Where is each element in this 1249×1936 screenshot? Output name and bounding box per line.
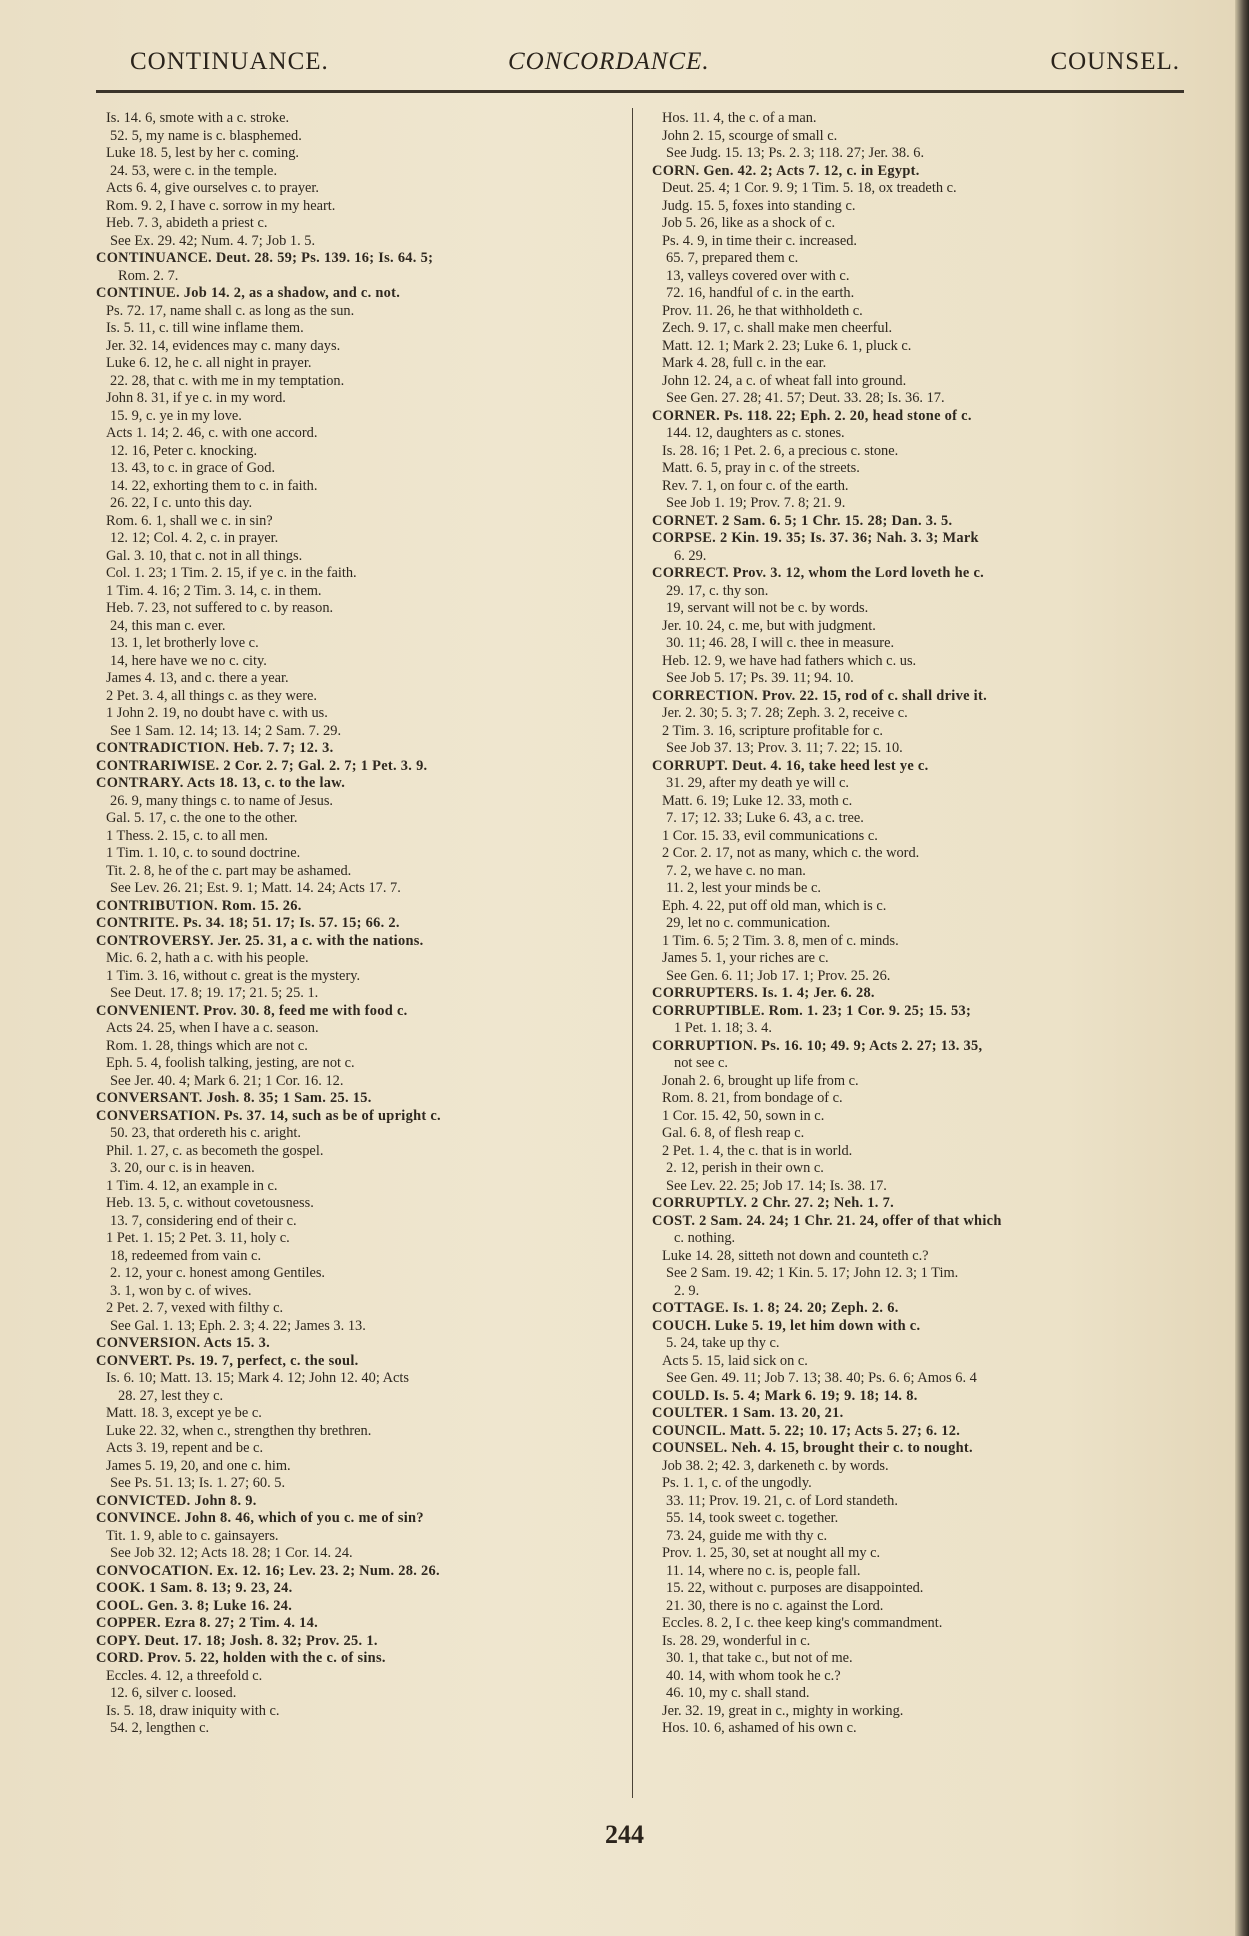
concordance-reference-line: 2 Tim. 3. 16, scripture profitable for c. — [662, 722, 884, 739]
concordance-reference-line: See Jer. 40. 4; Mark 6. 21; 1 Cor. 16. 12. — [110, 1072, 344, 1089]
concordance-reference-line: Matt. 18. 3, except ye be c. — [106, 1405, 262, 1421]
concordance-entry-heading: CORN. Gen. 42. 2; Acts 7. 12, c. in Egypt. — [652, 162, 920, 179]
concordance-reference-line: Rom. 6. 1, shall we c. in sin? — [106, 512, 273, 529]
concordance-reference-line: Heb. 7. 23, not suffered to c. by reason. — [106, 600, 334, 616]
concordance-entry-heading: CORRECT. Prov. 3. 12, whom the Lord loveth he c. — [652, 565, 985, 581]
concordance-reference-line: 3. 20, our c. is in heaven. — [110, 1160, 255, 1176]
concordance-entry-heading: CORRUPTIBLE. Rom. 1. 23; 1 Cor. 9. 25; 15. 53; — [652, 1002, 972, 1019]
concordance-entry-heading: COUNSEL. Neh. 4. 15, brought their c. to nought. — [652, 1440, 973, 1456]
concordance-entry-heading: COOL. Gen. 3. 8; Luke 16. 24. — [96, 1597, 293, 1614]
concordance-entry-heading: CORRECTION. Prov. 22. 15, rod of c. shall drive it. — [652, 687, 987, 704]
concordance-entry-heading: CONTRARY. Acts 18. 13, c. to the law. — [96, 775, 346, 791]
concordance-reference-line: 14. 22, exhorting them to c. in faith. — [110, 477, 318, 494]
concordance-reference-line: Mic. 6. 2, hath a c. with his people. — [106, 950, 309, 966]
concordance-reference-line: Luke 6. 12, he c. all night in prayer. — [106, 355, 312, 371]
concordance-reference-line: See Lev. 22. 25; Job 17. 14; Is. 38. 17. — [666, 1177, 887, 1194]
concordance-reference-line: Prov. 1. 25, 30, set at nought all my c. — [662, 1545, 881, 1561]
concordance-reference-line: Ps. 72. 17, name shall c. as long as the sun. — [106, 302, 355, 319]
concordance-reference-line: Gal. 5. 17, c. the one to the other. — [106, 810, 298, 826]
concordance-reference-line: Gal. 3. 10, that c. not in all things. — [106, 547, 303, 564]
concordance-reference-line: 13, valleys covered over with c. — [666, 267, 850, 284]
concordance-reference-line: 2. 12, perish in their own c. — [666, 1160, 824, 1176]
page-number: 244 — [605, 1820, 644, 1849]
concordance-reference-line: 28. 27, lest they c. — [118, 1387, 224, 1404]
concordance-reference-line: 50. 23, that ordereth his c. aright. — [110, 1125, 302, 1141]
concordance-reference-line: Is. 6. 10; Matt. 13. 15; Mark 4. 12; John 12. 40; Acts — [106, 1370, 409, 1386]
concordance-reference-line: 7. 17; 12. 33; Luke 6. 43, a c. tree. — [666, 810, 864, 826]
concordance-reference-line: 15. 22, without c. purposes are disappointed. — [666, 1580, 924, 1596]
concordance-entry-heading: CONVERSATION. Ps. 37. 14, such as be of upright c. — [96, 1107, 441, 1124]
concordance-reference-line: Rom. 1. 28, things which are not c. — [106, 1037, 308, 1054]
concordance-reference-line: 1 Cor. 15. 33, evil communications c. — [662, 827, 878, 844]
concordance-reference-line: Heb. 7. 3, abideth a priest c. — [106, 215, 268, 231]
concordance-reference-line: 24, this man c. ever. — [110, 617, 226, 634]
concordance-reference-line: John 12. 24, a c. of wheat fall into ground. — [662, 372, 907, 389]
concordance-reference-line: 22. 28, that c. with me in my temptation. — [110, 372, 345, 389]
concordance-reference-line: See Judg. 15. 13; Ps. 2. 3; 118. 27; Jer. 38. 6. — [666, 145, 925, 161]
concordance-entry-heading: CONVINCE. John 8. 46, which of you c. me of sin? — [96, 1510, 424, 1526]
concordance-reference-line: 24. 53, were c. in the temple. — [110, 162, 278, 179]
concordance-reference-line: Jer. 32. 19, great in c., mighty in working. — [662, 1702, 904, 1719]
concordance-entry-heading: CONVICTED. John 8. 9. — [96, 1492, 257, 1509]
concordance-reference-line: Job 5. 26, like as a shock of c. — [662, 215, 836, 231]
concordance-reference-line: 72. 16, handful of c. in the earth. — [666, 285, 855, 301]
concordance-reference-line: not see c. — [674, 1055, 728, 1071]
running-header — [130, 48, 1180, 88]
concordance-reference-line: Col. 1. 23; 1 Tim. 2. 15, if ye c. in the faith. — [106, 565, 357, 581]
concordance-reference-line: Rev. 7. 1, on four c. of the earth. — [662, 477, 849, 494]
concordance-reference-line: Eph. 4. 22, put off old man, which is c. — [662, 897, 887, 914]
concordance-reference-line: Eccles. 4. 12, a threefold c. — [106, 1667, 263, 1684]
concordance-entry-heading: COOK. 1 Sam. 8. 13; 9. 23, 24. — [96, 1580, 293, 1596]
concordance-reference-line: Tit. 1. 9, able to c. gainsayers. — [106, 1527, 279, 1544]
concordance-reference-line: Is. 14. 6, smote with a c. stroke. — [106, 110, 290, 126]
concordance-reference-line: 1 Pet. 1. 15; 2 Pet. 3. 11, holy c. — [106, 1230, 290, 1246]
concordance-reference-line: 1 Pet. 1. 18; 3. 4. — [674, 1020, 772, 1036]
concordance-reference-line: Matt. 12. 1; Mark 2. 23; Luke 6. 1, pluck c. — [662, 337, 912, 354]
header-left-keyword: CONTINUANCE. — [130, 48, 329, 75]
concordance-entry-heading: CONVERSANT. Josh. 8. 35; 1 Sam. 25. 15. — [96, 1090, 372, 1106]
concordance-reference-line: 15. 9, c. ye in my love. — [110, 407, 242, 424]
concordance-reference-line: Deut. 25. 4; 1 Cor. 9. 9; 1 Tim. 5. 18, ox treadeth c. — [662, 180, 957, 196]
concordance-reference-line: Eccles. 8. 2, I c. thee keep king's commandment. — [662, 1615, 943, 1631]
concordance-reference-line: Rom. 2. 7. — [118, 267, 179, 284]
concordance-entry-heading: COULTER. 1 Sam. 13. 20, 21. — [652, 1405, 844, 1421]
concordance-reference-line: See Job 1. 19; Prov. 7. 8; 21. 9. — [666, 495, 846, 511]
concordance-reference-line: Prov. 11. 26, he that withholdeth c. — [662, 302, 863, 319]
concordance-reference-line: 40. 14, with whom took he c.? — [666, 1667, 841, 1684]
concordance-entry-heading: CORPSE. 2 Kin. 19. 35; Is. 37. 36; Nah. 3. 3; Mark — [652, 530, 979, 546]
concordance-reference-line: Rom. 8. 21, from bondage of c. — [662, 1090, 843, 1106]
concordance-reference-line: c. nothing. — [674, 1230, 736, 1246]
column-divider — [632, 108, 633, 1798]
concordance-reference-line: 1 John 2. 19, no doubt have c. with us. — [106, 705, 328, 721]
right-column — [652, 110, 1192, 1738]
concordance-reference-line: 18, redeemed from vain c. — [110, 1247, 262, 1264]
concordance-reference-line: John 8. 31, if ye c. in my word. — [106, 390, 286, 406]
concordance-entry-heading: CORNER. Ps. 118. 22; Eph. 2. 20, head stone of c. — [652, 407, 972, 424]
concordance-entry-heading: CONTRARIWISE. 2 Cor. 2. 7; Gal. 2. 7; 1 Pet. 3. 9. — [96, 757, 428, 774]
concordance-reference-line: Eph. 5. 4, foolish talking, jesting, are not c. — [106, 1055, 355, 1071]
concordance-reference-line: 21. 30, there is no c. against the Lord. — [666, 1597, 884, 1614]
concordance-reference-line: Zech. 9. 17, c. shall make men cheerful. — [662, 320, 893, 336]
concordance-reference-line: 1 Thess. 2. 15, c. to all men. — [106, 827, 269, 844]
concordance-reference-line: 26. 9, many things c. to name of Jesus. — [110, 792, 334, 809]
concordance-reference-line: Mark 4. 28, full c. in the ear. — [662, 355, 827, 371]
concordance-reference-line: Jer. 32. 14, evidences may c. many days. — [106, 337, 341, 354]
header-right-keyword: COUNSEL. — [1050, 48, 1180, 75]
concordance-reference-line: 3. 1, won by c. of wives. — [110, 1282, 252, 1299]
concordance-entry-heading: CORRUPTERS. Is. 1. 4; Jer. 6. 28. — [652, 985, 875, 1001]
concordance-entry-heading: COPPER. Ezra 8. 27; 2 Tim. 4. 14. — [96, 1615, 319, 1631]
concordance-reference-line: Acts 3. 19, repent and be c. — [106, 1440, 264, 1456]
concordance-reference-line: Is. 28. 16; 1 Pet. 2. 6, a precious c. stone. — [662, 442, 899, 459]
concordance-entry-heading: COTTAGE. Is. 1. 8; 24. 20; Zeph. 2. 6. — [652, 1300, 899, 1316]
concordance-reference-line: James 5. 1, your riches are c. — [662, 950, 829, 966]
concordance-reference-line: Is. 28. 29, wonderful in c. — [662, 1632, 811, 1649]
concordance-reference-line: See Gen. 49. 11; Job 7. 13; 38. 40; Ps. 6. 6; Amos 6. 4 — [666, 1370, 977, 1386]
concordance-reference-line: Rom. 9. 2, I have c. sorrow in my heart. — [106, 197, 336, 214]
concordance-reference-line: 29, let no c. communication. — [666, 915, 831, 931]
concordance-entry-heading: CORRUPTION. Ps. 16. 10; 49. 9; Acts 2. 27; 13. 35, — [652, 1037, 983, 1054]
concordance-reference-line: 2 Pet. 1. 4, the c. that is in world. — [662, 1142, 853, 1159]
concordance-reference-line: Acts 24. 25, when I have a c. season. — [106, 1020, 319, 1036]
concordance-reference-line: James 5. 19, 20, and one c. him. — [106, 1457, 291, 1474]
concordance-entry-heading: COUNCIL. Matt. 5. 22; 10. 17; Acts 5. 27; 6. 12. — [652, 1422, 961, 1439]
concordance-reference-line: Heb. 13. 5, c. without covetousness. — [106, 1195, 314, 1211]
book-spine-edge — [1235, 0, 1249, 1936]
concordance-reference-line: 13. 43, to c. in grace of God. — [110, 460, 276, 476]
concordance-reference-line: Ps. 4. 9, in time their c. increased. — [662, 232, 858, 249]
concordance-entry-heading: CONVERT. Ps. 19. 7, perfect, c. the soul. — [96, 1352, 359, 1369]
concordance-reference-line: Judg. 15. 5, foxes into standing c. — [662, 197, 856, 214]
concordance-reference-line: James 4. 13, and c. there a year. — [106, 670, 289, 686]
concordance-reference-line: Luke 18. 5, lest by her c. coming. — [106, 145, 300, 161]
concordance-entry-heading: CORRUPT. Deut. 4. 16, take heed lest ye c. — [652, 757, 929, 774]
concordance-reference-line: See Ps. 51. 13; Is. 1. 27; 60. 5. — [110, 1475, 286, 1491]
concordance-reference-line: 30. 11; 46. 28, I will c. thee in measure. — [666, 635, 895, 651]
concordance-entry-heading: CONTINUANCE. Deut. 28. 59; Ps. 139. 16; Is. 64. 5; — [96, 250, 434, 266]
concordance-reference-line: Matt. 6. 19; Luke 12. 33, moth c. — [662, 792, 853, 809]
concordance-entry-heading: COST. 2 Sam. 24. 24; 1 Chr. 21. 24, offer of that which — [652, 1212, 1002, 1229]
concordance-reference-line: 26. 22, I c. unto this day. — [110, 495, 253, 511]
concordance-reference-line: 2. 12, your c. honest among Gentiles. — [110, 1265, 326, 1281]
concordance-reference-line: 1 Tim. 3. 16, without c. great is the mystery. — [106, 967, 361, 984]
concordance-reference-line: 1 Tim. 4. 16; 2 Tim. 3. 14, c. in them. — [106, 582, 322, 599]
concordance-reference-line: See 2 Sam. 19. 42; 1 Kin. 5. 17; John 12. 3; 1 Tim. — [666, 1265, 959, 1281]
concordance-reference-line: 1 Tim. 1. 10, c. to sound doctrine. — [106, 845, 301, 861]
concordance-entry-heading: CONVERSION. Acts 15. 3. — [96, 1335, 271, 1351]
concordance-entry-heading: CONVOCATION. Ex. 12. 16; Lev. 23. 2; Num. 28. 26. — [96, 1562, 440, 1579]
concordance-reference-line: 13. 1, let brotherly love c. — [110, 635, 259, 651]
concordance-reference-line: 31. 29, after my death ye will c. — [666, 775, 850, 791]
concordance-reference-line: See Deut. 17. 8; 19. 17; 21. 5; 25. 1. — [110, 985, 319, 1001]
concordance-reference-line: Jonah 2. 6, brought up life from c. — [662, 1072, 859, 1089]
concordance-reference-line: 46. 10, my c. shall stand. — [666, 1685, 810, 1701]
concordance-reference-line: 11. 2, lest your minds be c. — [666, 880, 821, 896]
header-title: CONCORDANCE. — [508, 48, 710, 75]
concordance-reference-line: See Gen. 27. 28; 41. 57; Deut. 33. 28; Is. 36. 17. — [666, 390, 945, 406]
concordance-entry-heading: CONTRADICTION. Heb. 7. 7; 12. 3. — [96, 740, 334, 756]
concordance-reference-line: See Job 5. 17; Ps. 39. 11; 94. 10. — [666, 670, 854, 686]
concordance-entry-heading: CORNET. 2 Sam. 6. 5; 1 Chr. 15. 28; Dan. 3. 5. — [652, 512, 953, 529]
concordance-entry-heading: COULD. Is. 5. 4; Mark 6. 19; 9. 18; 14. 8. — [652, 1387, 918, 1404]
concordance-reference-line: 12. 16, Peter c. knocking. — [110, 442, 258, 459]
concordance-reference-line: See Gen. 6. 11; Job 17. 1; Prov. 25. 26. — [666, 967, 891, 984]
concordance-reference-line: 2 Cor. 2. 17, not as many, which c. the word. — [662, 845, 920, 861]
concordance-reference-line: 1 Cor. 15. 42, 50, sown in c. — [662, 1107, 825, 1124]
concordance-entry-heading: CONVENIENT. Prov. 30. 8, feed me with food c. — [96, 1002, 408, 1019]
concordance-reference-line: 30. 1, that take c., but not of me. — [666, 1650, 853, 1666]
concordance-reference-line: Is. 5. 18, draw iniquity with c. — [106, 1702, 280, 1719]
concordance-reference-line: 11. 14, where no c. is, people fall. — [666, 1562, 861, 1579]
concordance-reference-line: 29. 17, c. thy son. — [666, 582, 769, 599]
concordance-reference-line: 54. 2, lengthen c. — [110, 1720, 210, 1736]
concordance-entry-heading: COPY. Deut. 17. 18; Josh. 8. 32; Prov. 25. 1. — [96, 1632, 378, 1649]
concordance-reference-line: 5. 24, take up thy c. — [666, 1335, 780, 1351]
concordance-reference-line: John 2. 15, scourge of small c. — [662, 127, 838, 144]
concordance-reference-line: See Job 32. 12; Acts 18. 28; 1 Cor. 14. 24. — [110, 1545, 353, 1561]
concordance-reference-line: Heb. 12. 9, we have had fathers which c. us. — [662, 652, 917, 669]
concordance-reference-line: 73. 24, guide me with thy c. — [666, 1527, 828, 1544]
concordance-reference-line: Luke 22. 32, when c., strengthen thy brethren. — [106, 1422, 372, 1439]
concordance-reference-line: See Job 37. 13; Prov. 3. 11; 7. 22; 15. 10. — [666, 740, 903, 756]
concordance-reference-line: Gal. 6. 8, of flesh reap c. — [662, 1125, 805, 1141]
concordance-reference-line: 19, servant will not be c. by words. — [666, 600, 869, 616]
concordance-reference-line: 13. 7, considering end of their c. — [110, 1212, 297, 1229]
concordance-entry-heading: CORRUPTLY. 2 Chr. 27. 2; Neh. 1. 7. — [652, 1195, 894, 1211]
concordance-reference-line: 65. 7, prepared them c. — [666, 250, 799, 266]
concordance-reference-line: 144. 12, daughters as c. stones. — [666, 425, 845, 441]
concordance-entry-heading: CORD. Prov. 5. 22, holden with the c. of sins. — [96, 1650, 386, 1666]
concordance-reference-line: 7. 2, we have c. no man. — [666, 862, 806, 879]
concordance-reference-line: Acts 6. 4, give ourselves c. to prayer. — [106, 180, 320, 196]
concordance-reference-line: 12. 6, silver c. loosed. — [110, 1685, 237, 1701]
concordance-reference-line: 6. 29. — [674, 547, 707, 564]
concordance-reference-line: See Ex. 29. 42; Num. 4. 7; Job 1. 5. — [110, 232, 316, 249]
concordance-entry-heading: CONTINUE. Job 14. 2, as a shadow, and c. not. — [96, 285, 401, 301]
concordance-reference-line: See Gal. 1. 13; Eph. 2. 3; 4. 22; James 3. 13. — [110, 1317, 366, 1334]
concordance-reference-line: Is. 5. 11, c. till wine inflame them. — [106, 320, 304, 336]
concordance-reference-line: Luke 14. 28, sitteth not down and counteth c.? — [662, 1247, 929, 1264]
concordance-reference-line: See 1 Sam. 12. 14; 13. 14; 2 Sam. 7. 29. — [110, 722, 342, 739]
concordance-reference-line: 2. 9. — [674, 1282, 700, 1299]
concordance-reference-line: 55. 14, took sweet c. together. — [666, 1510, 839, 1526]
concordance-reference-line: 1 Tim. 4. 12, an example in c. — [106, 1177, 278, 1194]
concordance-reference-line: Acts 1. 14; 2. 46, c. with one accord. — [106, 425, 318, 441]
concordance-reference-line: Hos. 11. 4, the c. of a man. — [662, 110, 817, 126]
concordance-reference-line: Acts 5. 15, laid sick on c. — [662, 1352, 808, 1369]
concordance-reference-line: 14, here have we no c. city. — [110, 652, 267, 669]
concordance-reference-line: See Lev. 26. 21; Est. 9. 1; Matt. 14. 24; Acts 17. 7. — [110, 880, 401, 896]
concordance-reference-line: Job 38. 2; 42. 3, darkeneth c. by words. — [662, 1457, 889, 1474]
concordance-entry-heading: CONTRIBUTION. Rom. 15. 26. — [96, 897, 302, 914]
concordance-reference-line: Jer. 10. 24, c. me, but with judgment. — [662, 617, 876, 634]
concordance-reference-line: 1 Tim. 6. 5; 2 Tim. 3. 8, men of c. minds. — [662, 932, 899, 949]
concordance-entry-heading: CONTRITE. Ps. 34. 18; 51. 17; Is. 57. 15; 66. 2. — [96, 915, 400, 931]
concordance-reference-line: Tit. 2. 8, he of the c. part may be ashamed. — [106, 862, 352, 879]
concordance-reference-line: 52. 5, my name is c. blasphemed. — [110, 127, 302, 144]
concordance-reference-line: Matt. 6. 5, pray in c. of the streets. — [662, 460, 860, 476]
concordance-reference-line: 2 Pet. 3. 4, all things c. as they were. — [106, 687, 318, 704]
concordance-reference-line: 2 Pet. 2. 7, vexed with filthy c. — [106, 1300, 284, 1316]
concordance-reference-line: Ps. 1. 1, c. of the ungodly. — [662, 1475, 812, 1491]
header-rule — [96, 90, 1184, 93]
concordance-entry-heading: CONTROVERSY. Jer. 25. 31, a c. with the nations. — [96, 932, 424, 949]
left-column — [96, 110, 596, 1738]
concordance-reference-line: Hos. 10. 6, ashamed of his own c. — [662, 1720, 857, 1736]
concordance-reference-line: Phil. 1. 27, c. as becometh the gospel. — [106, 1142, 324, 1159]
concordance-reference-line: 12. 12; Col. 4. 2, c. in prayer. — [110, 530, 279, 546]
concordance-reference-line: Jer. 2. 30; 5. 3; 7. 28; Zeph. 3. 2, receive c. — [662, 705, 908, 721]
concordance-reference-line: 33. 11; Prov. 19. 21, c. of Lord standeth. — [666, 1492, 898, 1509]
concordance-entry-heading: COUCH. Luke 5. 19, let him down with c. — [652, 1317, 921, 1334]
